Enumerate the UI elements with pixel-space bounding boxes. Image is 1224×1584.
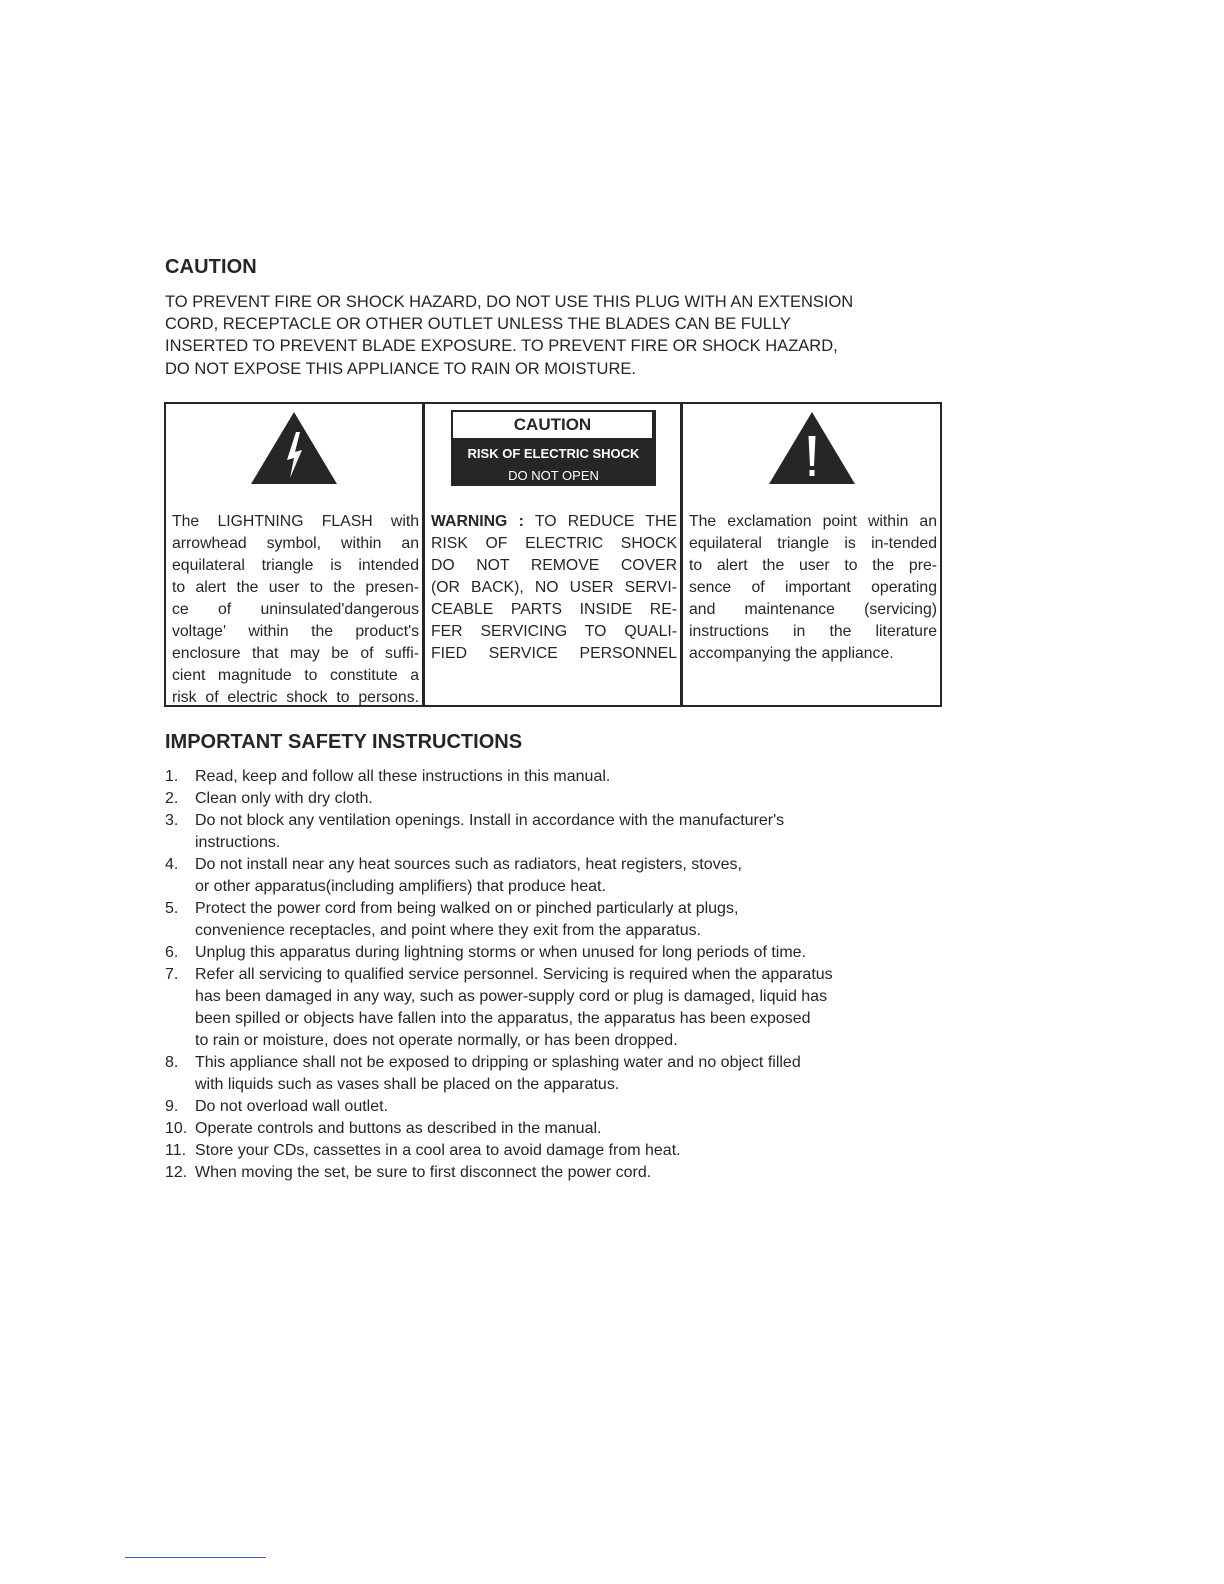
safety-item-text: Do not install near any heat sources such as radiators, heat registers, stoves,	[195, 856, 742, 873]
exclamation-description	[689, 511, 937, 665]
lightning-panel	[166, 404, 425, 705]
safety-item	[165, 788, 965, 810]
safety-item-number: 11.	[165, 1142, 187, 1159]
safety-item	[165, 1162, 965, 1184]
caution-line: CORD, RECEPTACLE OR OTHER OUTLET UNLESS THE BLADES CAN BE FULLY	[165, 315, 791, 334]
safety-item-number: 12.	[165, 1164, 188, 1181]
safety-item-number: 3.	[165, 812, 179, 829]
warning-line: FIED SERVICE PERSONNEL	[431, 645, 677, 662]
exclamation-triangle-icon	[767, 410, 857, 486]
safety-item-number: 9.	[165, 1098, 179, 1115]
safety-item	[165, 1052, 965, 1096]
caution-label-do-not-open: DO NOT OPEN	[508, 468, 599, 483]
warning-symbols-box	[164, 402, 942, 707]
exclamation-line: to alert the user to the pre-	[689, 557, 937, 574]
lightning-line: enclosure that may be of suffi-	[172, 645, 419, 662]
caution-label	[451, 410, 656, 486]
safety-item	[165, 942, 965, 964]
safety-item-number: 10.	[165, 1120, 188, 1137]
safety-item	[165, 1118, 965, 1140]
safety-item-text: Unplug this apparatus during lightning storms or when unused for long periods of time.	[195, 944, 807, 961]
lightning-line: ce of uninsulated'dangerous	[172, 601, 419, 618]
lightning-description	[172, 511, 419, 709]
warning-description	[431, 511, 677, 665]
safety-item	[165, 1096, 965, 1118]
safety-item-text: Refer all servicing to qualified service personnel. Servicing is required when the apparatus	[195, 966, 833, 983]
caution-line: DO NOT EXPOSE THIS APPLIANCE TO RAIN OR MOISTURE.	[165, 359, 636, 378]
exclamation-line: instructions in the literature	[689, 623, 937, 640]
lightning-line: cient magnitude to constitute a	[172, 667, 419, 684]
safety-item	[165, 898, 965, 942]
safety-item-number: 2.	[165, 790, 179, 807]
caution-line: TO PREVENT FIRE OR SHOCK HAZARD, DO NOT USE THIS PLUG WITH AN EXTENSION	[165, 293, 854, 311]
caution-paragraph	[165, 291, 955, 380]
lightning-line: to alert the user to the presen-	[172, 579, 419, 596]
lightning-line: voltage' within the product's	[172, 623, 419, 640]
safety-item-text: Store your CDs, cassettes in a cool area to avoid damage from heat.	[195, 1142, 681, 1159]
safety-item	[165, 1140, 965, 1162]
warning-line: (OR BACK), NO USER SERVI-	[431, 579, 677, 596]
safety-item-number: 1.	[165, 768, 179, 785]
exclamation-line: sence of important operating	[689, 579, 937, 596]
warning-line: DO NOT REMOVE COVER	[431, 557, 677, 574]
caution-heading: CAUTION	[165, 256, 257, 278]
warning-line: FER SERVICING TO QUALI-	[431, 623, 677, 640]
safety-item	[165, 964, 965, 1052]
warning-line-text: TO REDUCE THE	[534, 513, 677, 530]
exclamation-panel	[683, 404, 940, 705]
safety-instructions-list	[165, 766, 965, 1184]
safety-item-number: 8.	[165, 1054, 179, 1071]
warning-line: RISK OF ELECTRIC SHOCK	[431, 535, 677, 552]
caution-label-panel	[425, 404, 683, 705]
footnote-rule	[125, 1557, 266, 1558]
lightning-line: risk of electric shock to persons.	[172, 689, 419, 706]
safety-item-text: or other apparatus(including amplifiers) that produce heat.	[195, 878, 606, 895]
exclamation-line: equilateral triangle is in-tended	[689, 535, 937, 552]
safety-item	[165, 854, 965, 898]
exclamation-line: and maintenance (servicing)	[689, 601, 937, 618]
safety-item-text: with liquids such as vases shall be placed on the apparatus.	[195, 1076, 620, 1093]
safety-item-text: Read, keep and follow all these instructions in this manual.	[195, 768, 611, 785]
safety-item-text: When moving the set, be sure to first disconnect the power cord.	[195, 1164, 652, 1181]
safety-item-text: Clean only with dry cloth.	[195, 790, 373, 807]
safety-item-text: This appliance shall not be exposed to dripping or splashing water and no object filled	[195, 1054, 801, 1071]
warning-word: WARNING :	[431, 513, 524, 530]
exclamation-line: The exclamation point within an	[689, 513, 937, 530]
safety-item-text: Protect the power cord from being walked on or pinched particularly at plugs,	[195, 900, 739, 917]
safety-item-text: Do not block any ventilation openings. Install in accordance with the manufacturer's	[195, 812, 785, 829]
caution-line: INSERTED TO PREVENT BLADE EXPOSURE. TO PREVENT FIRE OR SHOCK HAZARD,	[165, 337, 838, 356]
safety-item	[165, 810, 965, 854]
safety-item-text: been spilled or objects have fallen into the apparatus, the apparatus has been exposed	[195, 1010, 811, 1027]
safety-item-text: Operate controls and buttons as described in the manual.	[195, 1120, 602, 1137]
safety-item-text: instructions.	[195, 834, 281, 851]
lightning-line: arrowhead symbol, within an	[172, 535, 419, 552]
safety-item-number: 6.	[165, 944, 179, 961]
safety-item-text: to rain or moisture, does not operate normally, or has been dropped.	[195, 1032, 678, 1049]
safety-item-text: convenience receptacles, and point where they exit from the apparatus.	[195, 922, 702, 939]
safety-item-number: 4.	[165, 856, 179, 873]
warning-line: CEABLE PARTS INSIDE RE-	[431, 601, 677, 618]
safety-heading: IMPORTANT SAFETY INSTRUCTIONS	[165, 731, 523, 753]
caution-label-title: CAUTION	[453, 412, 652, 438]
warning-line	[431, 511, 677, 533]
safety-item	[165, 766, 965, 788]
caution-label-risk: RISK OF ELECTRIC SHOCK	[467, 446, 640, 461]
lightning-line: The LIGHTNING FLASH with	[172, 513, 419, 530]
exclamation-line: accompanying the appliance.	[689, 645, 894, 662]
lightning-line: equilateral triangle is intended	[172, 557, 419, 574]
safety-item-text: has been damaged in any way, such as power-supply cord or plug is damaged, liquid has	[195, 988, 828, 1005]
safety-item-text: Do not overload wall outlet.	[195, 1098, 388, 1115]
lightning-triangle-icon	[249, 410, 339, 486]
safety-item-number: 7.	[165, 966, 179, 983]
safety-item-number: 5.	[165, 900, 179, 917]
